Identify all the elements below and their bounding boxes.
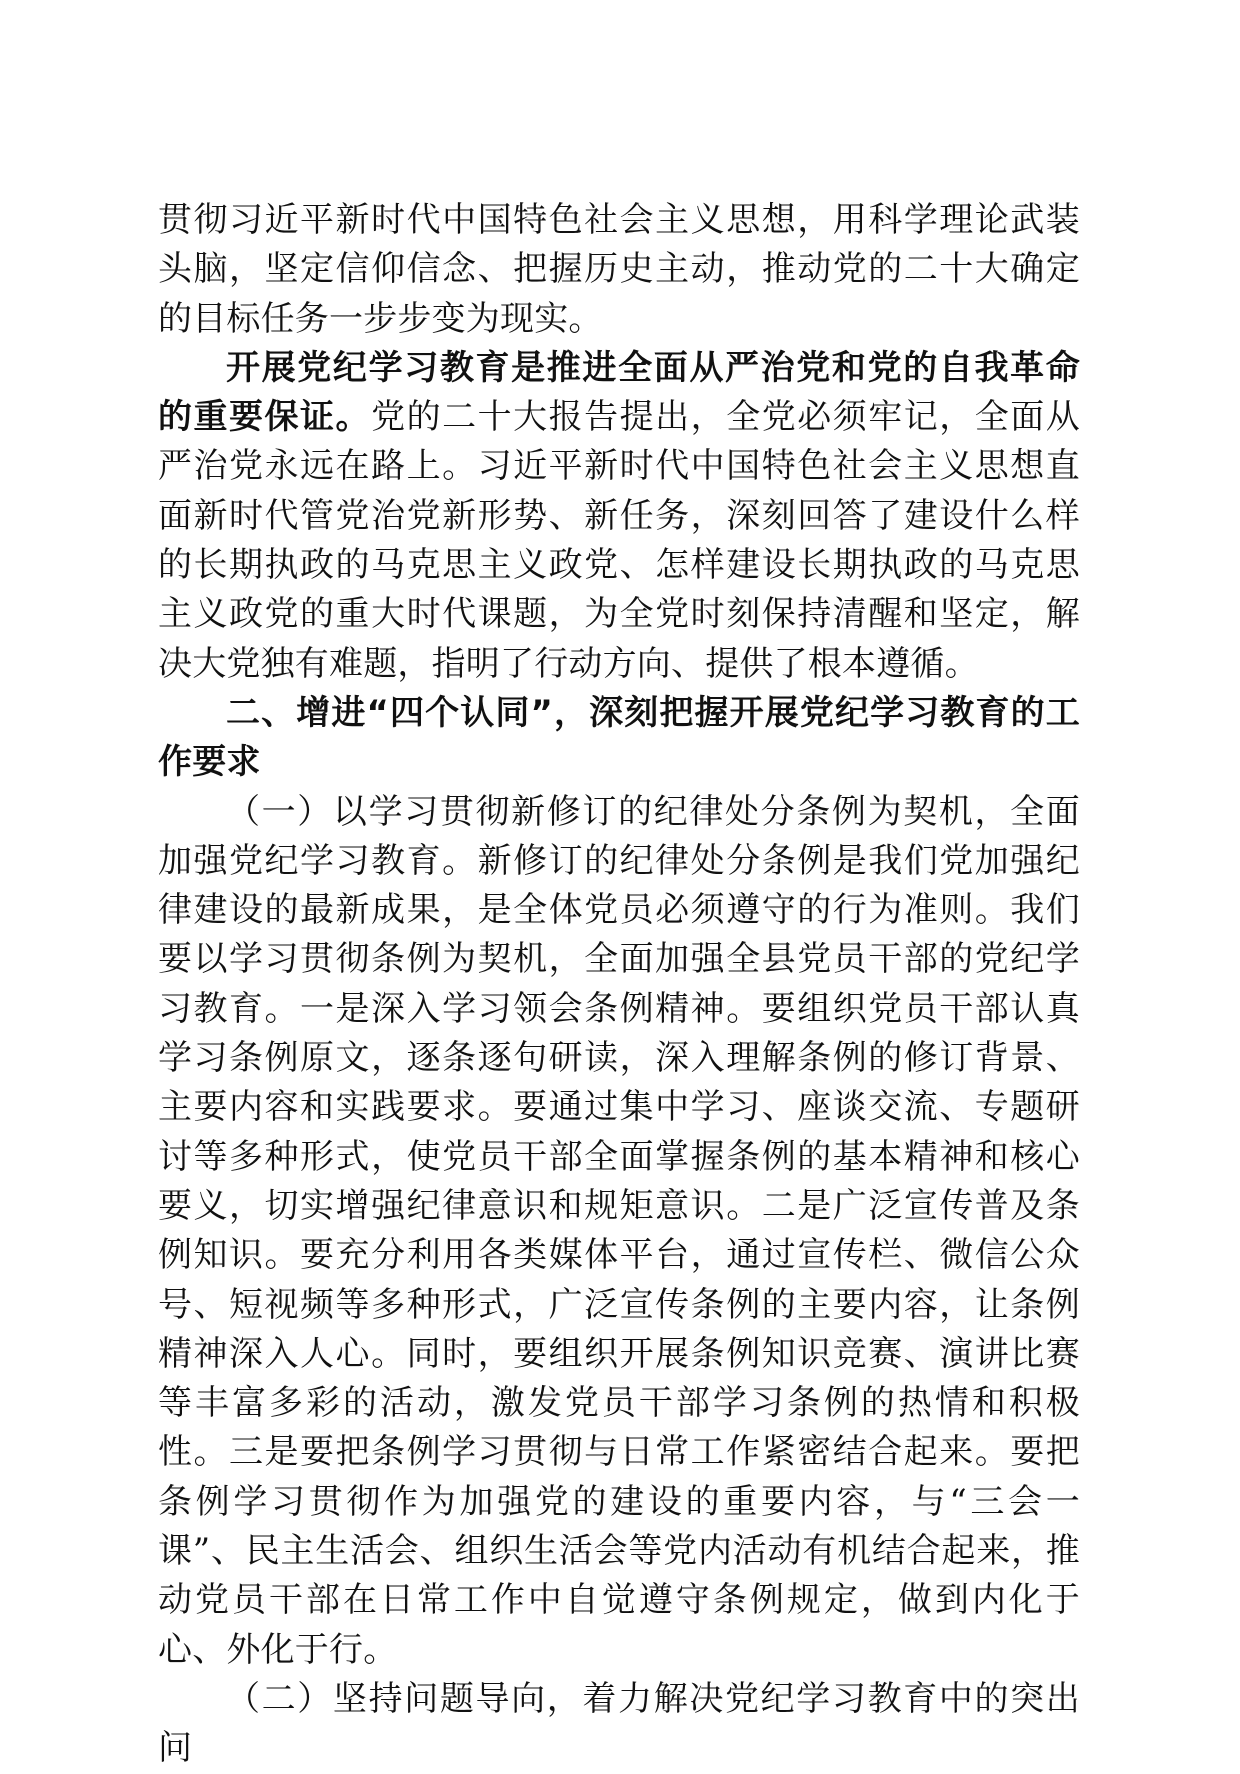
paragraph-continuation: 贯彻习近平新时代中国特色社会主义思想，用科学理论武装头脑，坚定信仰信念、把握历史主动，推动党的二十大确定的目标任务一步步变为现实。 (158, 200, 1080, 339)
paragraph-party-discipline-guarantee (158, 344, 1080, 689)
subsection-title: （二）坚持问题导向，着力解决党纪学习教育中的突出问 (158, 1678, 1080, 1769)
section-heading: 二、增进“四个认同”，深刻把握开展党纪学习教育的工作要求 (158, 692, 1080, 783)
paragraph-lead-bold: 开展党纪学习教育是推进全面从严治党和党的自我革命的重要保证。 (158, 347, 1080, 438)
subsection-title: （一）以学习贯彻新修订的纪律处分条例为契机，全面加强党纪学习教育。 (158, 791, 1080, 881)
paragraph-body: 党的二十大报告提出，全党必须牢记，全面从严治党永远在路上。习近平新时代中国特色社会主义思想直面新时代管党治党新形势、新任务，深刻回答了建设什么样的长期执政的马克思主义政党、怎样建设长期执政的马克思主义政党的重大时代课题，为全党时刻保持清醒和坚定，解决大党独有难题，指明了行动方向、提供了根本遵循。 (158, 397, 1081, 684)
document-page (158, 196, 1080, 1774)
paragraph-subsection-1 (158, 788, 1080, 1675)
paragraph-body: 新修订的纪律处分条例是我们党加强纪律建设的最新成果，是全体党员必须遵守的行为准则。我们要以学习贯彻条例为契机，全面加强全县党员干部的党纪学习教育。一是深入学习领会条例精神。要组织党员干部认真学习条例原文，逐条逐句研读，深入理解条例的修订背景、主要内容和实践要求。要通过集中学习、座谈交流、专题研讨等多种形式，使党员干部全面掌握条例的基本精神和核心要义，切实增强纪律意识和规矩意识。二是广泛宣传普及条例知识。要充分利用各类媒体平台，通过宣传栏、微信公众号、短视频等多种形式，广泛宣传条例的主要内容，让条例精神深入人心。同时，要组织开展条例知识竞赛、演讲比赛等丰富多彩的活动，激发党员干部学习条例的热情和积极性。三是要把条例学习贯彻与日常工作紧密结合起来。要把条例学习贯彻作为加强党的建设的重要内容，与“三会一课”、民主生活会、组织生活会等党内活动有机结合起来，推动党员干部在日常工作中自觉遵守条例规定，做到内化于心、外化于行。 (158, 840, 1080, 1670)
paragraph-subsection-2 (158, 1675, 1080, 1774)
